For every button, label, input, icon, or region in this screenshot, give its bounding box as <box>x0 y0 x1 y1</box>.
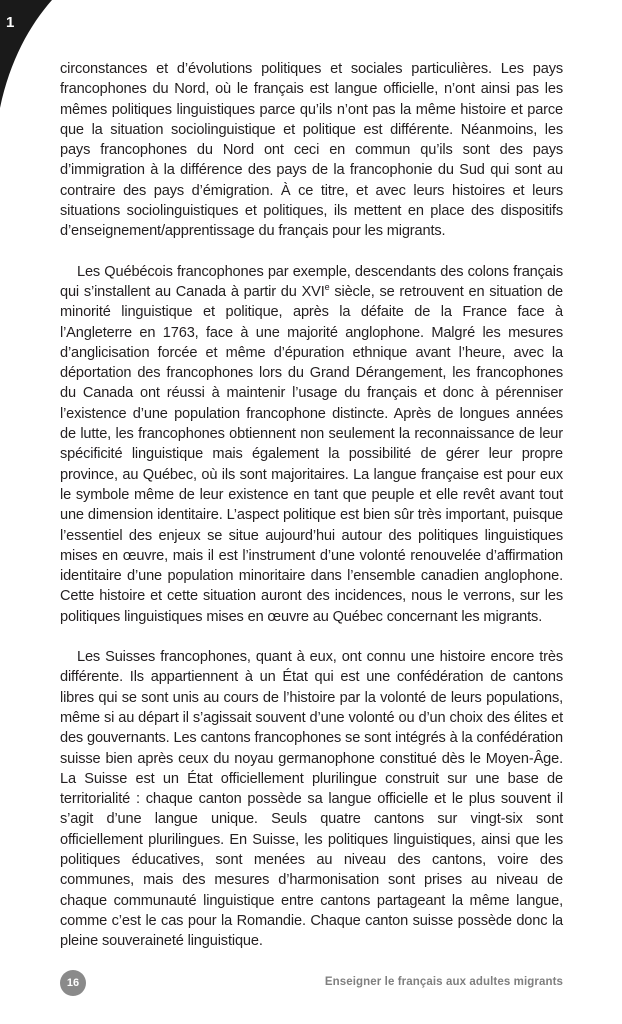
body-text <box>60 59 563 951</box>
century-superscript: e <box>324 282 330 293</box>
paragraph-3: Les Suisses francophones, quant à eux, ont connu une histoire encore très différente. Ils appartiennent à un État qui est une confédération de cantons libres qui se sont unis au cours de l’histoire par la volonté de leurs populations, même si au départ il s’agissait souvent d’une volonté ou d’un choix des élites et des gouvernants. Les cantons francophones se sont intégrés à la confédération suisse bien après ceux du noyau germanophone constitué dès le Moyen-Âge. La Suisse est un État officiellement plurilingue construit sur une base de territorialité : chaque canton possède sa langue officielle et le plus souvent il s’agit d’une langue unique. Seuls quatre cantons sur vingt-six sont officiellement plurilingues. En Suisse, les politiques linguistiques, ainsi que les politiques éducatives, sont menées au niveau des cantons, voire des communes, mais des mesures d’harmonisation sont prises au niveau de chaque communauté linguistique entre cantons partageant la même langue, comme c’est le cas pour la Romandie. Chaque canton suisse possède donc la pleine souveraineté linguistique. <box>60 649 563 950</box>
chapter-number: 1 <box>6 14 15 31</box>
paragraph-1: circonstances et d’évolutions politiques et sociales particulières. Les pays francophones du Nord, où le français est langue officielle, n’ont ainsi pas les mêmes politiques linguistiques parce qu’ils n’ont pas la même histoire et parce que la situation sociolinguistique et politique est différente. Néanmoins, les pays francophones du Nord ont ceci en commun qu’ils sont des pays d’immigration à la différence des pays de la francophonie du Sud qui sont au contraire des pays d’émigration. À ce titre, et avec leurs histoires et leurs situations sociolinguistiques et politiques, ils mettent en place des dispositifs d’enseignement/apprentissage du français pour les migrants. <box>60 61 563 240</box>
page-footer <box>60 970 563 996</box>
page-number: 16 <box>60 970 86 996</box>
running-title: Enseigner le français aux adultes migrants <box>324 976 563 988</box>
paragraph-2-part-1: Les Québécois francophones par exemple, descendants des colons français qui s’installent au Canada à partir du XVI <box>60 263 563 300</box>
paragraph-2-part-2: siècle, se retrouvent en situation de minorité linguistique et politique, après la défaite de la France face à l’Angleterre en 1763, face à une majorité anglophone. Malgré les mesures d’anglicisation forcée et même d’épuration ethnique avant l’heure, avec la déportation des francophones lors du Grand Dérangement, les francophones du Canada ont réussi à maintenir l’usage du français et donc à pérenniser l’existence d’une population francophone distincte. Après de longues années de lutte, les francophones obtiennent non seulement la reconnaissance de leur spécificité linguistique mais également la possibilité de gérer leur propre province, au Québec, où ils sont majoritaires. La langue française est pour eux le symbole même de leur existence en tant que peuple et elle revêt avant tout une dimension identitaire. L’aspect politique est bien sûr très important, puisque l’essentiel des enjeux se situe aujourd’hui autour des politiques linguistiques mises en œuvre, mais il est l’instrument d’une volonté renouvelée d’affirmation identitaire d’une population minoritaire dans l’ensemble canadien anglophone. Cette histoire et cette situation auront des incidences, nous le verrons, sur les politiques linguistiques mises en œuvre au Québec concernant les migrants. <box>60 283 564 625</box>
paragraph-2 <box>60 262 563 627</box>
